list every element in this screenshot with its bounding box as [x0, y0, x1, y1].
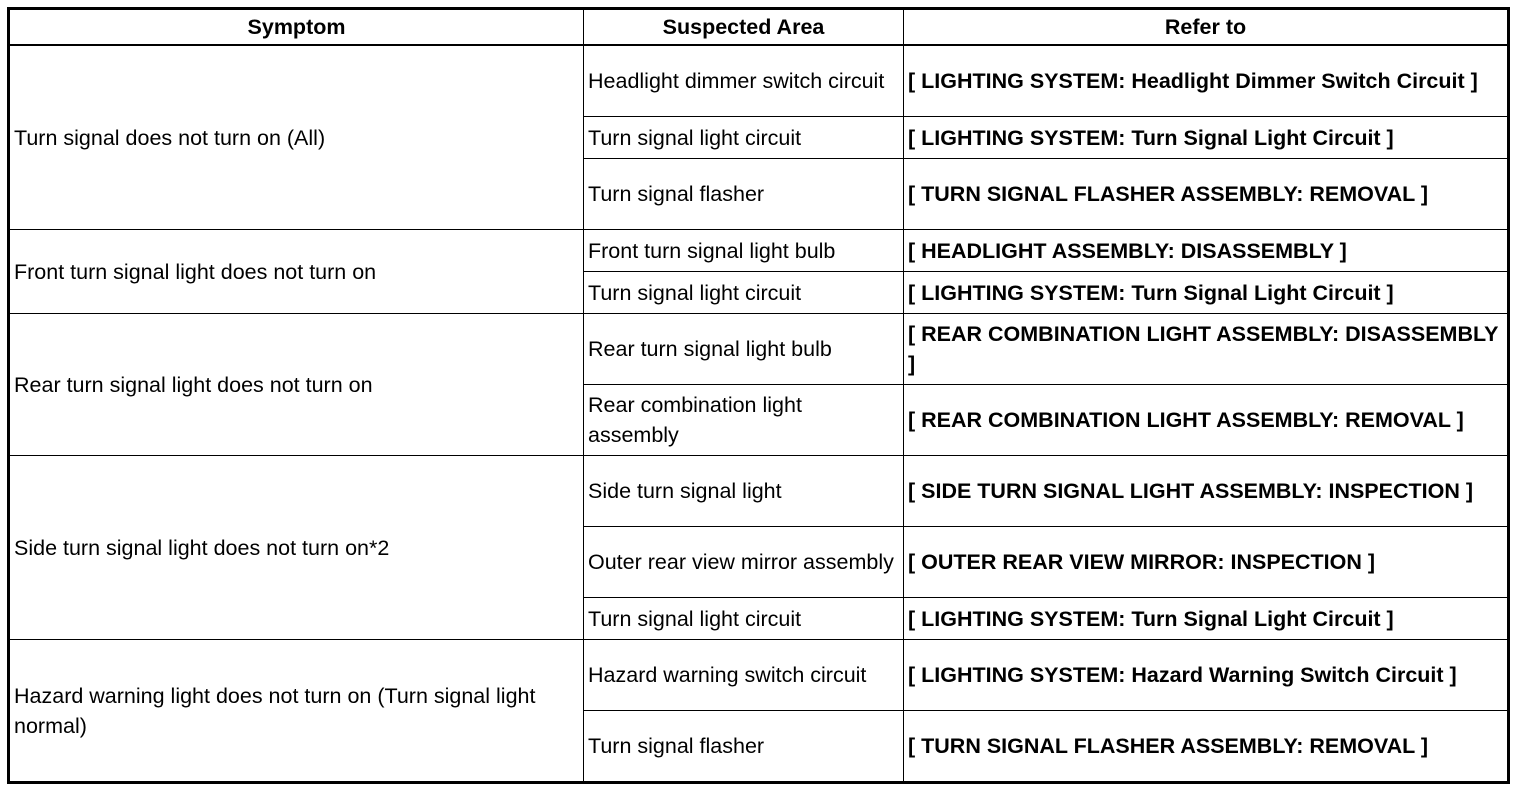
reference-link[interactable]: [ LIGHTING SYSTEM: Turn Signal Light Circuit ] — [904, 272, 1509, 314]
reference-link[interactable]: [ LIGHTING SYSTEM: Turn Signal Light Circuit ] — [904, 598, 1509, 640]
suspected-area-cell: Headlight dimmer switch circuit — [584, 45, 904, 117]
table-row — [9, 45, 1509, 117]
suspected-area-cell: Outer rear view mirror assembly — [584, 527, 904, 598]
suspected-area-cell: Front turn signal light bulb — [584, 230, 904, 272]
reference-link[interactable]: [ REAR COMBINATION LIGHT ASSEMBLY: DISASSEMBLY ] — [904, 314, 1509, 385]
reference-link[interactable]: [ HEADLIGHT ASSEMBLY: DISASSEMBLY ] — [904, 230, 1509, 272]
table-row — [9, 314, 1509, 385]
suspected-area-cell: Hazard warning switch circuit — [584, 640, 904, 711]
reference-link[interactable]: [ SIDE TURN SIGNAL LIGHT ASSEMBLY: INSPECTION ] — [904, 456, 1509, 527]
header-refer-to: Refer to — [904, 9, 1509, 46]
header-suspected-area: Suspected Area — [584, 9, 904, 46]
suspected-area-cell: Turn signal light circuit — [584, 117, 904, 159]
reference-link[interactable]: [ LIGHTING SYSTEM: Hazard Warning Switch Circuit ] — [904, 640, 1509, 711]
symptom-cell: Side turn signal light does not turn on*2 — [9, 456, 584, 640]
troubleshooting-table — [7, 7, 1510, 784]
reference-link[interactable]: [ LIGHTING SYSTEM: Headlight Dimmer Switch Circuit ] — [904, 45, 1509, 117]
table-row — [9, 456, 1509, 527]
reference-link[interactable]: [ OUTER REAR VIEW MIRROR: INSPECTION ] — [904, 527, 1509, 598]
symptom-cell: Rear turn signal light does not turn on — [9, 314, 584, 456]
table-row — [9, 230, 1509, 272]
suspected-area-cell: Rear turn signal light bulb — [584, 314, 904, 385]
header-row — [9, 9, 1509, 46]
suspected-area-cell: Rear combination light assembly — [584, 385, 904, 456]
reference-link[interactable]: [ LIGHTING SYSTEM: Turn Signal Light Circuit ] — [904, 117, 1509, 159]
symptom-cell: Hazard warning light does not turn on (Turn signal light normal) — [9, 640, 584, 783]
reference-link[interactable]: [ REAR COMBINATION LIGHT ASSEMBLY: REMOVAL ] — [904, 385, 1509, 456]
table-row — [9, 640, 1509, 711]
header-symptom: Symptom — [9, 9, 584, 46]
reference-link[interactable]: [ TURN SIGNAL FLASHER ASSEMBLY: REMOVAL ] — [904, 711, 1509, 783]
suspected-area-cell: Side turn signal light — [584, 456, 904, 527]
suspected-area-cell: Turn signal flasher — [584, 159, 904, 230]
suspected-area-cell: Turn signal flasher — [584, 711, 904, 783]
suspected-area-cell: Turn signal light circuit — [584, 598, 904, 640]
suspected-area-cell: Turn signal light circuit — [584, 272, 904, 314]
reference-link[interactable]: [ TURN SIGNAL FLASHER ASSEMBLY: REMOVAL ] — [904, 159, 1509, 230]
symptom-cell: Turn signal does not turn on (All) — [9, 45, 584, 230]
symptom-cell: Front turn signal light does not turn on — [9, 230, 584, 314]
